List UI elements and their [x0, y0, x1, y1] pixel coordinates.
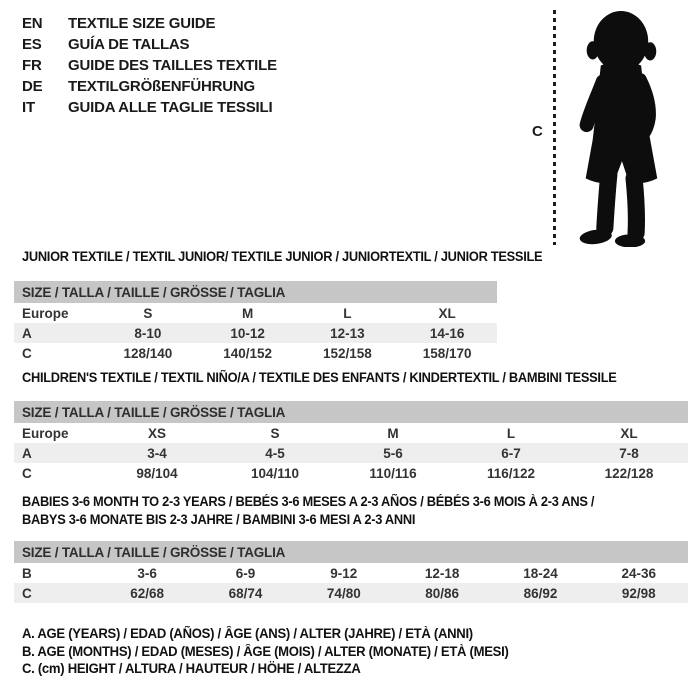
- table-cell: 152/158: [322, 345, 372, 361]
- table-row: [14, 323, 497, 343]
- toddler-silhouette-icon: [559, 5, 693, 247]
- row-label: Europe: [22, 305, 69, 321]
- table-cell: 12-18: [424, 565, 460, 581]
- footnotes: [22, 625, 524, 678]
- row-label: C: [22, 465, 32, 481]
- table-cell: 128/140: [123, 345, 173, 361]
- language-code: IT: [22, 99, 35, 116]
- table-cell: 3-6: [137, 565, 157, 581]
- table-cell: XL: [620, 425, 638, 441]
- language-code: FR: [22, 57, 42, 74]
- table-cell: 9-12: [330, 565, 358, 581]
- section-title-babies-line1: BABIES 3-6 MONTH TO 2-3 YEARS / BEBÉS 3-6 MESES A 2-3 AÑOS / BÉBÉS 3-6 MOIS À 2-3 ANS /: [22, 494, 595, 509]
- language-row-de: [22, 76, 277, 97]
- row-label: C: [22, 345, 32, 361]
- table-cell: M: [387, 425, 399, 441]
- table-cell: 5-6: [383, 445, 403, 461]
- table-cell: 104/110: [250, 465, 300, 481]
- table-cell: 62/68: [130, 585, 165, 601]
- language-title: TEXTILE SIZE GUIDE: [68, 15, 216, 32]
- table-cell: XS: [147, 425, 166, 441]
- table-cell: 8-10: [134, 325, 162, 341]
- footnote-c: C. (cm) HEIGHT / ALTURA / HAUTEUR / HÖHE / ALTEZZA: [22, 661, 361, 676]
- language-row-en: [22, 13, 277, 34]
- section-title-junior: JUNIOR TEXTILE / TEXTIL JUNIOR/ TEXTILE JUNIOR / JUNIORTEXTIL / JUNIOR TESSILE: [22, 249, 543, 264]
- table-row: [14, 303, 497, 323]
- footnote-a: A. AGE (YEARS) / EDAD (AÑOS) / ÂGE (ANS) / ALTER (JAHRE) / ETÀ (ANNI): [22, 626, 473, 641]
- table-cell: 3-4: [147, 445, 167, 461]
- table-row: [14, 343, 497, 363]
- table-cell: 86/92: [523, 585, 558, 601]
- language-title: GUIDA ALLE TAGLIE TESSILI: [68, 99, 273, 116]
- table-cell: 122/128: [604, 465, 654, 481]
- table-cell: 158/170: [422, 345, 472, 361]
- table-cell: S: [270, 425, 280, 441]
- language-code: ES: [22, 36, 42, 53]
- table-cell: S: [143, 305, 153, 321]
- section-title-babies: [22, 493, 594, 529]
- children-size-table: [14, 401, 688, 483]
- table-cell: 10-12: [230, 325, 265, 341]
- table-row: [14, 583, 688, 603]
- table-cell: 68/74: [228, 585, 263, 601]
- table-cell: L: [343, 305, 352, 321]
- table-cell: 12-13: [330, 325, 365, 341]
- table-cell: 4-5: [265, 445, 285, 461]
- footnote-b: B. AGE (MONTHS) / EDAD (MESES) / ÂGE (MOIS) / ALTER (MONATE) / ETÀ (MESI): [22, 643, 509, 659]
- row-label: Europe: [22, 425, 69, 441]
- table-cell: 14-16: [429, 325, 465, 341]
- height-measure-dotted-line: [553, 10, 556, 245]
- table-cell: 92/98: [621, 585, 656, 601]
- table-cell: 140/152: [223, 345, 273, 361]
- table-cell: 98/104: [136, 465, 178, 481]
- junior-size-table: [14, 281, 497, 363]
- language-code: EN: [22, 15, 43, 32]
- table-row: [14, 423, 688, 443]
- babies-size-table: [14, 541, 688, 603]
- table-row: [14, 443, 688, 463]
- language-title: TEXTILGRÖßENFÜHRUNG: [68, 78, 256, 95]
- language-title: GUÍA DE TALLAS: [68, 36, 190, 53]
- row-label: A: [22, 325, 32, 341]
- table-cell: 74/80: [326, 585, 361, 601]
- section-title-babies-line2: BABYS 3-6 MONATE BIS 2-3 JAHRE / BAMBINI 3-6 MESI A 2-3 ANNI: [22, 512, 416, 527]
- table-cell: 18-24: [523, 565, 558, 581]
- section-title-children: CHILDREN'S TEXTILE / TEXTIL NIÑO/A / TEXTILE DES ENFANTS / KINDERTEXTIL / BAMBINI TESSILE: [22, 370, 617, 385]
- table-cell: M: [242, 305, 254, 321]
- language-code: DE: [22, 78, 43, 95]
- table-cell: 6-9: [235, 565, 256, 581]
- row-label: A: [22, 445, 32, 461]
- table-header-bar: SIZE / TALLA / TAILLE / GRÖSSE / TAGLIA: [14, 541, 688, 563]
- table-cell: 80/86: [425, 585, 460, 601]
- language-row-es: [22, 34, 277, 55]
- table-row: [14, 563, 688, 583]
- height-measure-label: C: [532, 123, 543, 140]
- language-title-list: [22, 13, 277, 118]
- table-cell: XL: [438, 305, 456, 321]
- table-header-bar: SIZE / TALLA / TAILLE / GRÖSSE / TAGLIA: [14, 401, 688, 423]
- table-cell: 7-8: [619, 445, 639, 461]
- table-cell: 6-7: [501, 445, 521, 461]
- language-row-it: [22, 97, 277, 118]
- table-cell: 116/122: [486, 465, 536, 481]
- table-cell: 110/116: [369, 465, 417, 481]
- table-cell: L: [506, 425, 516, 441]
- table-header-bar: SIZE / TALLA / TAILLE / GRÖSSE / TAGLIA: [14, 281, 497, 303]
- language-row-fr: [22, 55, 277, 76]
- table-row: [14, 463, 688, 483]
- table-cell: 24-36: [621, 565, 657, 581]
- row-label: C: [22, 585, 32, 601]
- row-label: B: [22, 565, 32, 581]
- language-title: GUIDE DES TAILLES TEXTILE: [68, 57, 277, 74]
